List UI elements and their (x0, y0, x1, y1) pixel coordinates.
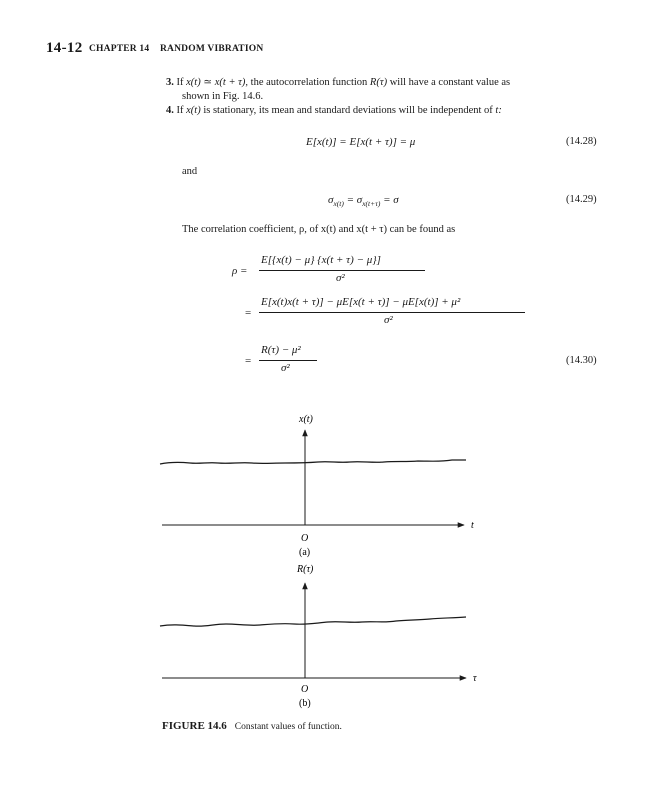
math-subscript: x(t+τ) (362, 199, 381, 209)
fraction-2-denominator: σ² (384, 314, 393, 326)
plot-a-x-label: t (471, 520, 474, 531)
plot-b-origin-label: O (301, 684, 309, 695)
correlation-text: The correlation coefficient, ρ, of x(t) and x(t + τ) can be found as (182, 224, 456, 235)
equation-number: (14.30) (566, 355, 597, 366)
text-fragment: will have a constant value as (387, 77, 511, 88)
plot-a-origin-label: O (301, 533, 309, 544)
chapter-title: RANDOM VIBRATION (160, 44, 264, 54)
plot-b-panel-label: (b) (299, 698, 311, 709)
plot-a-panel-label: (a) (299, 547, 311, 558)
fraction-1-bar (259, 270, 425, 271)
math-fragment: = σ (380, 194, 399, 206)
text-fragment: is stationary, its mean and standard deviations will be independent of (200, 105, 496, 116)
figure-14-6 (0, 400, 645, 720)
and-word: and (182, 166, 198, 177)
equals-sign-2: = (245, 307, 252, 319)
fraction-2-numerator: E[x(t)x(t + τ)] − μE[x(t + τ)] − μE[x(t)] + μ² (261, 296, 461, 308)
math-fragment: t: (495, 105, 502, 116)
text-fragment: If (176, 77, 187, 88)
rho-label: ρ = (232, 265, 248, 277)
plot-a (160, 414, 474, 558)
page-number: 14-12 (46, 40, 83, 56)
fraction-1-denominator: σ² (336, 272, 345, 284)
list-item-4 (166, 104, 502, 117)
math-subscript: x(t) (333, 199, 344, 209)
math-fragment: R(τ) (369, 77, 388, 88)
caption-text: Constant values of function. (234, 722, 342, 732)
math-fragment: = σ (343, 194, 363, 206)
plot-b (160, 564, 477, 709)
chapter-label: CHAPTER 14 (89, 44, 150, 54)
fraction-3-bar (259, 360, 317, 361)
list-number: 3. (166, 77, 174, 88)
equation-14-28: E[x(t)] = E[x(t + τ)] = μ (306, 136, 416, 148)
math-fragment: x(t) ≃ x(t + τ), (186, 77, 249, 88)
caption-label: FIGURE 14.6 (162, 720, 227, 732)
text-fragment: If (176, 105, 187, 116)
equals-sign-3: = (245, 355, 252, 367)
plot-b-signal-line (160, 617, 466, 626)
math-fragment: σ (328, 194, 334, 206)
list-number: 4. (166, 105, 174, 116)
fraction-3-denominator: σ² (281, 362, 290, 374)
fraction-2-bar (259, 312, 525, 313)
figure-caption (162, 716, 342, 734)
plot-a-signal-line (160, 460, 466, 464)
fraction-1-numerator: E[{x(t) − μ} {x(t + τ) − μ}] (261, 254, 381, 266)
text-fragment: the autocorrelation function (248, 77, 370, 88)
equation-number: (14.29) (566, 194, 597, 205)
equation-number: (14.28) (566, 136, 597, 147)
plot-b-y-label: R(τ) (297, 564, 314, 575)
fraction-3-numerator: R(τ) − μ² (261, 344, 301, 356)
math-fragment: x(t) (186, 105, 201, 116)
equation-14-29 (328, 194, 399, 210)
list-item-3 (166, 76, 510, 89)
plot-b-x-label: τ (473, 673, 477, 684)
list-item-3-line2: shown in Fig. 14.6. (182, 91, 264, 102)
plot-a-y-label: x(t) (299, 414, 313, 425)
